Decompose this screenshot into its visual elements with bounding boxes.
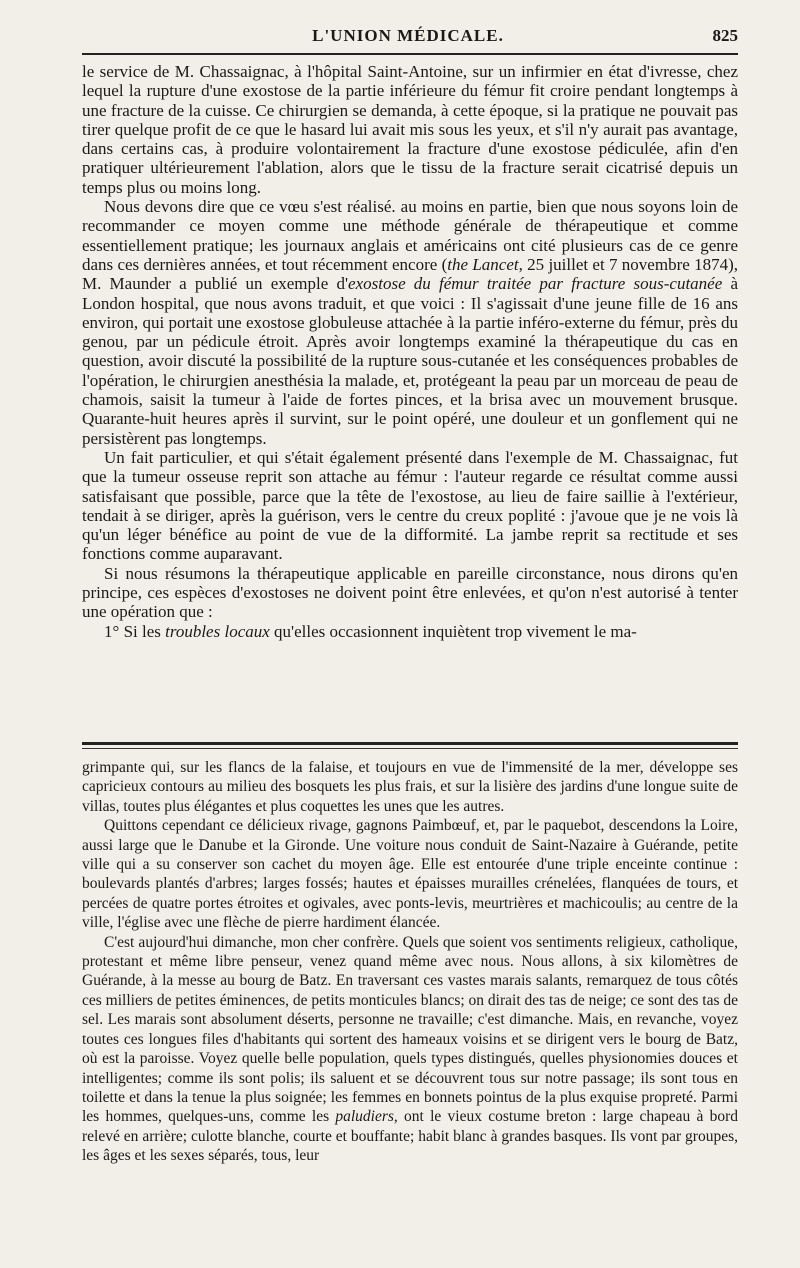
case-title: exostose du fémur traitée par fracture sous-cutanée bbox=[348, 274, 723, 294]
page-number: 825 bbox=[712, 26, 738, 45]
article-text: Si nous résumons la thérapeutique applicable en pareille circonstance, nous dirons qu'en principe, ces espèces d'exostoses ne doivent point être enlevées, et qu'on n'est autorisé à tenter une opération que : bbox=[82, 563, 738, 622]
emphasis-text: paludiers bbox=[335, 1108, 394, 1126]
article-text: le service de M. Chassaignac, à l'hôpital Saint-Antoine, sur un infirmier en état d'ivresse, chez lequel la rupture d'une exostose de la partie inférieure du fémur fit croire pendant longtemps à une fracture de la cuisse. Ce chirurgien se demanda, à cette époque, si la pratique ne pouvait pas tirer quelque profit de ce que le hasard lui avait mis sous les yeux, et s'il n'y aurait pas avantage, dans certains cas, à produire volontairement la fracture d'une exostose pédiculée, afin d'en pratiquer ultérieurement l'ablation, alors que le tissu de la fracture serait cicatrisé depuis un temps plus ou moins long. bbox=[82, 62, 738, 197]
journal-title: the Lancet bbox=[447, 254, 519, 274]
feuilleton-body bbox=[82, 758, 738, 1166]
feuilleton-paragraph bbox=[82, 933, 738, 1166]
section-divider bbox=[82, 742, 738, 745]
article-paragraph bbox=[82, 197, 738, 448]
article-paragraph bbox=[82, 448, 738, 564]
header-rule bbox=[82, 53, 738, 55]
feuilleton-text: grimpante qui, sur les flancs de la falaise, et toujours en vue de l'immensité de la mer, développe ses capricieux contours au milieu des bosquets les plus frais, et sur la lisière des jardins d'une longue suite de villas, toutes plus élégantes et plus coquettes les unes que les autres. bbox=[82, 759, 738, 815]
page-header bbox=[82, 22, 738, 52]
feuilleton-text: C'est aujourd'hui dimanche, mon cher confrère. Quels que soient vos sentiments religieux, catholique, protestant et même libre penseur, venez quand même avec nous. Nous allons, à six kilomètres de Guérande, à la messe au bourg de Batz. En traversant ces vastes marais salants, remarquez de tous côtés ces milliers de petites éminences, de petits monticules blancs; on dirait des tas de neige; ce sont des tas de sel. Les marais sont absolument déserts, personne ne travaille; c'est dimanche. Mais, en revanche, voyez toutes ces longues files d'habitants qui sortent des hameaux voisins et se dirigent vers le bourg de Batz, où est la paroisse. Voyez quelle belle population, quels types distingués, quelles physionomies douces et intelligentes; comme ils sont polis; ils saluent et se découvrent tous sur notre passage; ils sont tous en toilette et dans la tenue la plus soignée; les femmes en bonnets pointus de la plus exquise propreté. Parmi les hommes, quelques-uns, comme les bbox=[82, 933, 738, 1126]
article-text: à London hospital, que nous avons traduit, et que voici : Il s'agissait d'une jeune fille de 16 ans environ, qui portait une exostose globuleuse attachée à la partie inféro-externe du fémur, près du genou, par un pédicule étroit. Après avoir longtemps examiné la thérapeutique du cas en question, avoir discuté la possibilité de la rupture sous-cutanée et les conséquences probables de l'opération, le chirurgien anesthésia la malade, et, protégeant la peau par un morceau de peau de chamois, saisit la tumeur à l'aide de fortes pinces, et la brisa avec un mouvement brusque. Quarante-huit heures après il survint, sur le point opéré, une douleur et un gonflement qui ne persistèrent pas longtemps. bbox=[82, 274, 739, 448]
article-text: qu'elles occasionnent inquiètent trop vivement le ma- bbox=[269, 621, 637, 641]
article-paragraph bbox=[82, 622, 738, 641]
list-number: 1° bbox=[104, 621, 120, 641]
article-body bbox=[82, 62, 738, 641]
running-title: L'UNION MÉDICALE. bbox=[312, 26, 504, 45]
article-text: Si les bbox=[119, 621, 166, 641]
emphasis-text: troubles locaux bbox=[165, 621, 270, 641]
feuilleton-paragraph bbox=[82, 758, 738, 816]
section-divider-thin bbox=[82, 748, 738, 749]
article-text: Nous devons dire que ce vœu s'est réalisé. au moins en partie, bien que nous soyons loin de recommander ce moyen comme une méthode générale de thérapeutique et comme essentiellement pratique; les journaux anglais et américains ont cité plusieurs cas de ce genre dans ces dernières années, et tout récemment encore ( bbox=[82, 197, 738, 274]
article-text: Un fait particulier, et qui s'était également présenté dans l'exemple de M. Chassaignac, fut que la tumeur osseuse reprit son attache au fémur : l'auteur regarde ce résultat comme aussi satisfaisant que possible, parce que la tête de l'exostose, au lieu de faire saillie à l'extérieur, tendait à se diriger, après la guérison, vers le centre du creux poplité : j'avoue que je ne vois là qu'un léger bénéfice au point de vue de la difformité. La jambe reprit sa rectitude et ses fonctions comme auparavant. bbox=[82, 447, 738, 564]
article-text: , 25 juillet et 7 novembre 1874), M. Maunder a publié un exemple d' bbox=[82, 254, 738, 294]
feuilleton-text: Quittons cependant ce délicieux rivage, gagnons Paimbœuf, et, par le paquebot, descendons la Loire, aussi large que le Danube et la Gironde. Une voiture nous conduit de Saint-Nazaire à Guérande, petite ville qui a su conserver son cachet du moyen âge. Elle est entourée d'une triple enceinte continue : boulevards plantés d'arbres; larges fossés; hautes et épaisses murailles crénelées, flanquées de tours, et percées de quatre portes étroites et ogivales, avec ponts-levis, meurtrières et machicoulis; au centre de la ville, l'église avec une flèche de pierre hardiment élancée. bbox=[82, 817, 738, 932]
feuilleton-text: , ont le vieux costume breton : large chapeau à bord relevé en arrière; culotte blanche, courte et bouffante; habit blanc à grandes basques. Ils vont par groupes, les âges et les sexes séparés, tous, leur bbox=[82, 1108, 738, 1165]
feuilleton-paragraph bbox=[82, 816, 738, 932]
article-paragraph bbox=[82, 564, 738, 622]
article-paragraph bbox=[82, 62, 738, 197]
